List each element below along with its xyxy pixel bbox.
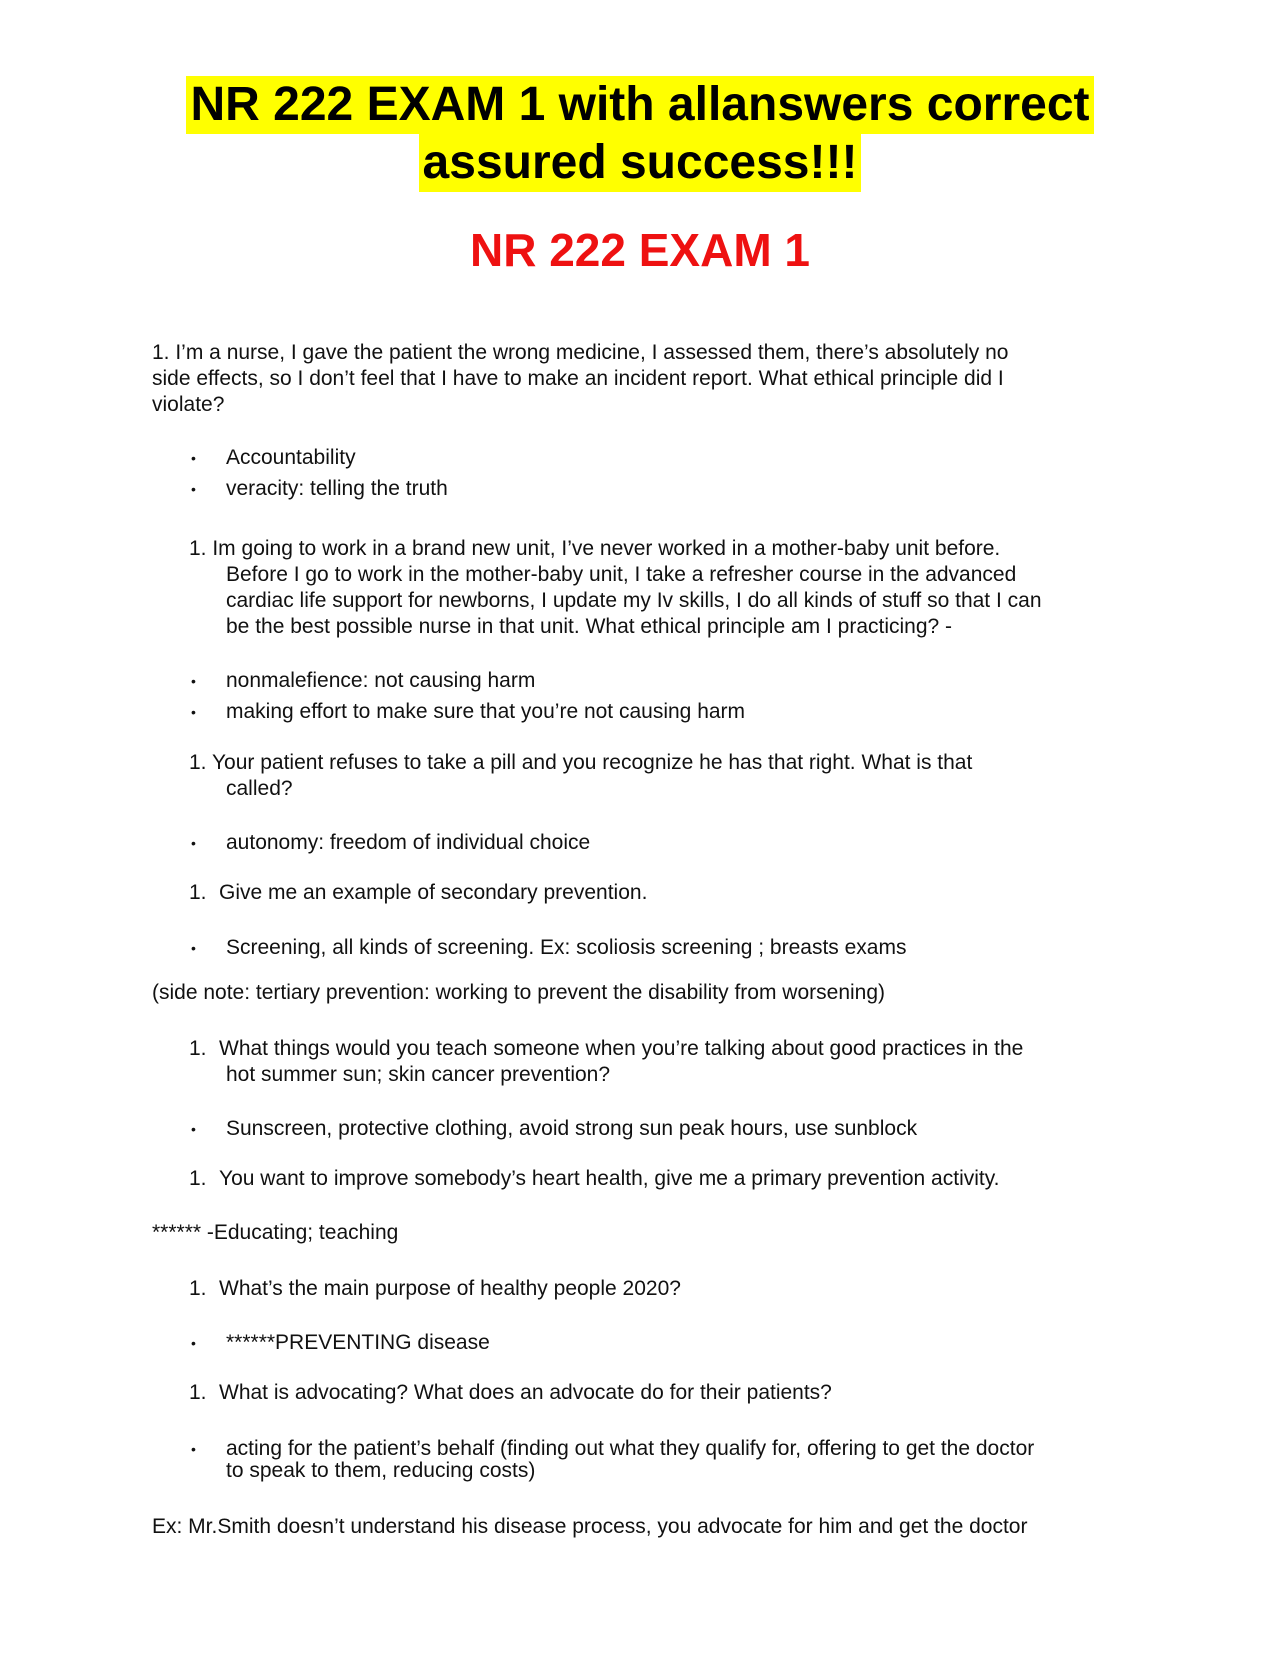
question-1-line-2: side effects, so I don’t feel that I have to make an incident report. What ethical principle did I (152, 367, 1004, 390)
question-5-line-1: What things would you teach someone when you’re talking about good practices in the (219, 1037, 1024, 1060)
question-5-line-2: hot summer sun; skin cancer prevention? (226, 1063, 611, 1086)
document-title (0, 76, 1280, 192)
answer-2-bullet-2: making effort to make sure that you’re not causing harm (226, 700, 746, 723)
question-6-text: You want to improve somebody’s heart health, give me a primary prevention activity. (219, 1167, 1000, 1190)
document-subtitle: NR 222 EXAM 1 (469, 224, 810, 276)
bullet-icon: • (191, 704, 196, 720)
question-1-line-1: 1. I’m a nurse, I gave the patient the wrong medicine, I assessed them, there’s absolutely no (152, 341, 1009, 364)
answer-2-bullet-1: nonmalefience: not causing harm (226, 669, 536, 692)
bullet-icon: • (191, 673, 196, 689)
answer-7-bullet-1: ******PREVENTING disease (226, 1331, 490, 1354)
answer-5-bullet-1: Sunscreen, protective clothing, avoid strong sun peak hours, use sunblock (226, 1117, 918, 1140)
question-3-line-1: 1. Your patient refuses to take a pill and you recognize he has that right. What is that (189, 751, 973, 774)
question-2-line-1: 1. Im going to work in a brand new unit, I’ve never worked in a mother-baby unit before. (189, 537, 1001, 560)
question-3-line-2: called? (226, 777, 293, 800)
question-7-text: What’s the main purpose of healthy people 2020? (219, 1277, 681, 1300)
answer-4-bullet-1: Screening, all kinds of screening. Ex: scoliosis screening ; breasts exams (226, 936, 907, 959)
question-8-text: What is advocating? What does an advocate do for their patients? (219, 1381, 832, 1404)
example-line: Ex: Mr.Smith doesn’t understand his disease process, you advocate for him and get the doctor (152, 1515, 1028, 1538)
question-6-number: 1. (189, 1167, 207, 1190)
answer-8-bullet-1-line-1: acting for the patient’s behalf (finding out what they qualify for, offering to get the doctor (226, 1437, 1035, 1460)
question-8-number: 1. (189, 1381, 207, 1404)
answer-1-bullet-1: Accountability (226, 446, 356, 469)
question-4-number: 1. (189, 881, 207, 904)
question-2-line-3: cardiac life support for newborns, I update my Iv skills, I do all kinds of stuff so that I can (226, 589, 1042, 612)
answer-6: ****** -Educating; teaching (152, 1221, 399, 1244)
bullet-icon: • (191, 940, 196, 956)
answer-8-bullet-1-line-2: to speak to them, reducing costs) (226, 1459, 536, 1482)
answer-1-bullet-2: veracity: telling the truth (226, 477, 448, 500)
question-4-text: Give me an example of secondary prevention. (219, 881, 648, 904)
bullet-icon: • (191, 835, 196, 851)
question-2-line-2: Before I go to work in the mother-baby unit, I take a refresher course in the advanced (226, 563, 1017, 586)
question-7-number: 1. (189, 1277, 207, 1300)
question-2-line-4: be the best possible nurse in that unit. What ethical principle am I practicing? - (226, 615, 953, 638)
title-line-2: assured success!!! (419, 134, 862, 192)
bullet-icon: • (191, 1335, 196, 1351)
question-5-number: 1. (189, 1037, 207, 1060)
title-line-1: NR 222 EXAM 1 with allanswers correct (186, 76, 1093, 134)
question-1-line-3: violate? (152, 393, 225, 416)
side-note: (side note: tertiary prevention: working to prevent the disability from worsening) (152, 981, 886, 1004)
bullet-icon: • (191, 481, 196, 497)
bullet-icon: • (191, 1121, 196, 1137)
bullet-icon: • (191, 450, 196, 466)
bullet-icon: • (191, 1441, 196, 1457)
answer-3-bullet-1: autonomy: freedom of individual choice (226, 831, 591, 854)
